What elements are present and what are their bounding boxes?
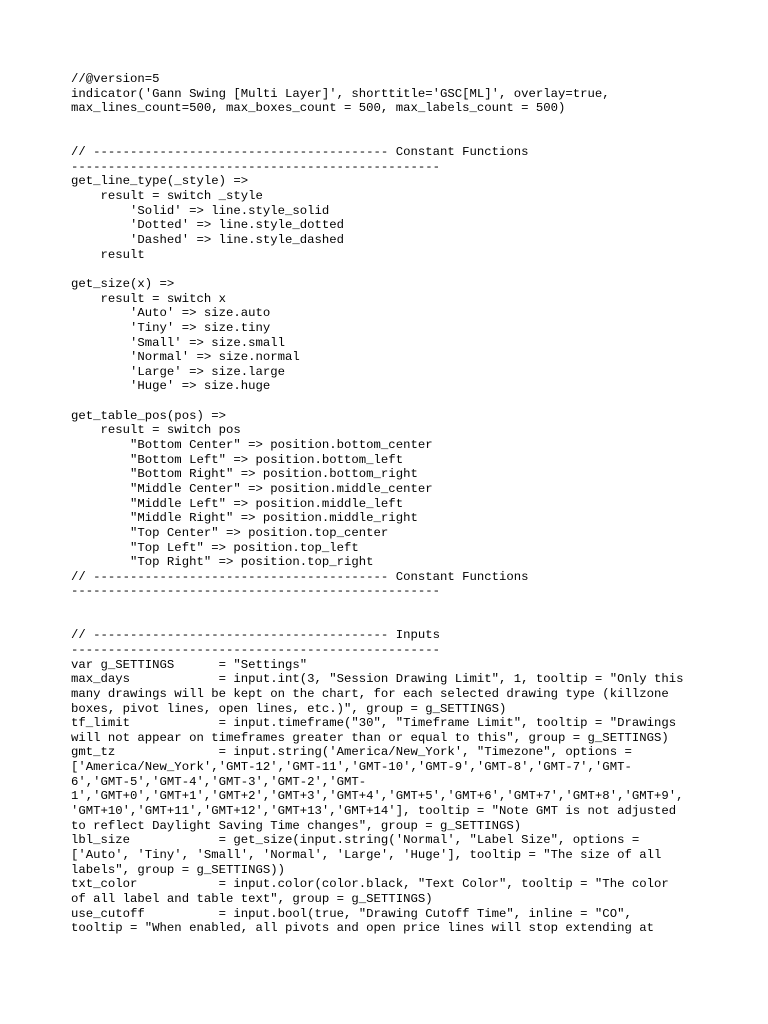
code-line <box>71 131 684 146</box>
code-line: // ---------------------------------------- Constant Functions <box>71 569 529 584</box>
code-line: tooltip = "When enabled, all pivots and open price lines will stop extending at <box>71 921 654 936</box>
code-line: boxes, pivot lines, open lines, etc.)", group = g_SETTINGS) <box>71 701 507 716</box>
code-line: 6','GMT-5','GMT-4','GMT-3','GMT-2','GMT- <box>71 774 367 789</box>
code-line: "Bottom Right" => position.bottom_right <box>71 467 418 482</box>
code-line: use_cutoff = input.bool(true, "Drawing Cutoff Time", inline = "CO", <box>71 906 632 921</box>
code-line: "Bottom Left" => position.bottom_left <box>71 452 404 467</box>
code-line: txt_color = input.color(color.black, "Text Color", tooltip = "The color <box>71 877 669 892</box>
code-line: result <box>71 247 145 262</box>
code-line: //@version=5 <box>71 72 160 86</box>
code-line: 'Auto' => size.auto <box>71 306 271 321</box>
code-line: gmt_tz = input.string('America/New_York', "Timezone", options = <box>71 745 632 760</box>
code-line <box>71 614 684 629</box>
code-line: "Bottom Center" => position.bottom_center <box>71 438 433 453</box>
code-line: max_days = input.int(3, "Session Drawing Limit", 1, tooltip = "Only this <box>71 672 684 687</box>
code-line: "Top Center" => position.top_center <box>71 525 389 540</box>
code-line: 'Tiny' => size.tiny <box>71 320 271 335</box>
code-line: will not appear on timeframes greater than or equal to this", group = g_SETTINGS) <box>71 730 669 745</box>
code-line <box>71 116 684 131</box>
code-line <box>71 262 684 277</box>
code-line: ['America/New_York','GMT-12','GMT-11','GMT-10','GMT-9','GMT-8','GMT-7','GMT- <box>71 760 632 775</box>
code-line: "Top Right" => position.top_right <box>71 555 374 570</box>
code-line: var g_SETTINGS = "Settings" <box>71 657 308 672</box>
code-line: -------------------------------------------------- <box>71 159 440 174</box>
code-line: 'Dashed' => line.style_dashed <box>71 233 345 248</box>
code-line: ['Auto', 'Tiny', 'Small', 'Normal', 'Large', 'Huge'], tooltip = "The size of all <box>71 847 662 862</box>
code-line: many drawings will be kept on the chart, for each selected drawing type (killzone <box>71 686 669 701</box>
code-line: 'Solid' => line.style_solid <box>71 203 330 218</box>
code-line: get_table_pos(pos) => <box>71 408 226 423</box>
code-line: result = switch pos <box>71 423 241 438</box>
code-line: "Top Left" => position.top_left <box>71 540 359 555</box>
code-line: 'Large' => size.large <box>71 364 286 379</box>
code-line: // ---------------------------------------- Constant Functions <box>71 145 529 160</box>
code-line: get_size(x) => <box>71 276 175 291</box>
code-line: get_line_type(_style) => <box>71 174 249 189</box>
code-line: lbl_size = get_size(input.string('Normal', "Label Size", options = <box>71 833 640 848</box>
code-line: to reflect Daylight Saving Time changes", group = g_SETTINGS) <box>71 818 522 833</box>
code-line: labels", group = g_SETTINGS)) <box>71 862 286 877</box>
code-line: "Middle Left" => position.middle_left <box>71 496 404 511</box>
code-line <box>71 394 684 409</box>
code-line: -------------------------------------------------- <box>71 584 440 599</box>
code-line: 'Huge' => size.huge <box>71 379 271 394</box>
code-listing <box>71 72 684 936</box>
code-line: result = switch x <box>71 291 226 306</box>
code-line: indicator('Gann Swing [Multi Layer]', shorttitle='GSC[ML]', overlay=true, <box>71 86 610 101</box>
code-line: "Middle Right" => position.middle_right <box>71 511 418 526</box>
code-line: result = switch _style <box>71 189 263 204</box>
code-line: max_lines_count=500, max_boxes_count = 500, max_labels_count = 500) <box>71 101 566 116</box>
code-line: 'Normal' => size.normal <box>71 350 300 365</box>
code-line: "Middle Center" => position.middle_center <box>71 481 433 496</box>
code-line: of all label and table text", group = g_SETTINGS) <box>71 891 433 906</box>
code-line: tf_limit = input.timeframe("30", "Timeframe Limit", tooltip = "Drawings <box>71 716 677 731</box>
code-line: 'Dotted' => line.style_dotted <box>71 218 345 233</box>
code-line: // ---------------------------------------- Inputs <box>71 628 440 643</box>
code-line: -------------------------------------------------- <box>71 642 440 657</box>
code-line <box>71 599 684 614</box>
code-line: 1','GMT+0','GMT+1','GMT+2','GMT+3','GMT+4','GMT+5','GMT+6','GMT+7','GMT+8','GMT+9', <box>71 789 684 804</box>
code-line: 'GMT+10','GMT+11','GMT+12','GMT+13','GMT+14'], tooltip = "Note GMT is not adjusted <box>71 804 677 819</box>
code-line: 'Small' => size.small <box>71 335 286 350</box>
